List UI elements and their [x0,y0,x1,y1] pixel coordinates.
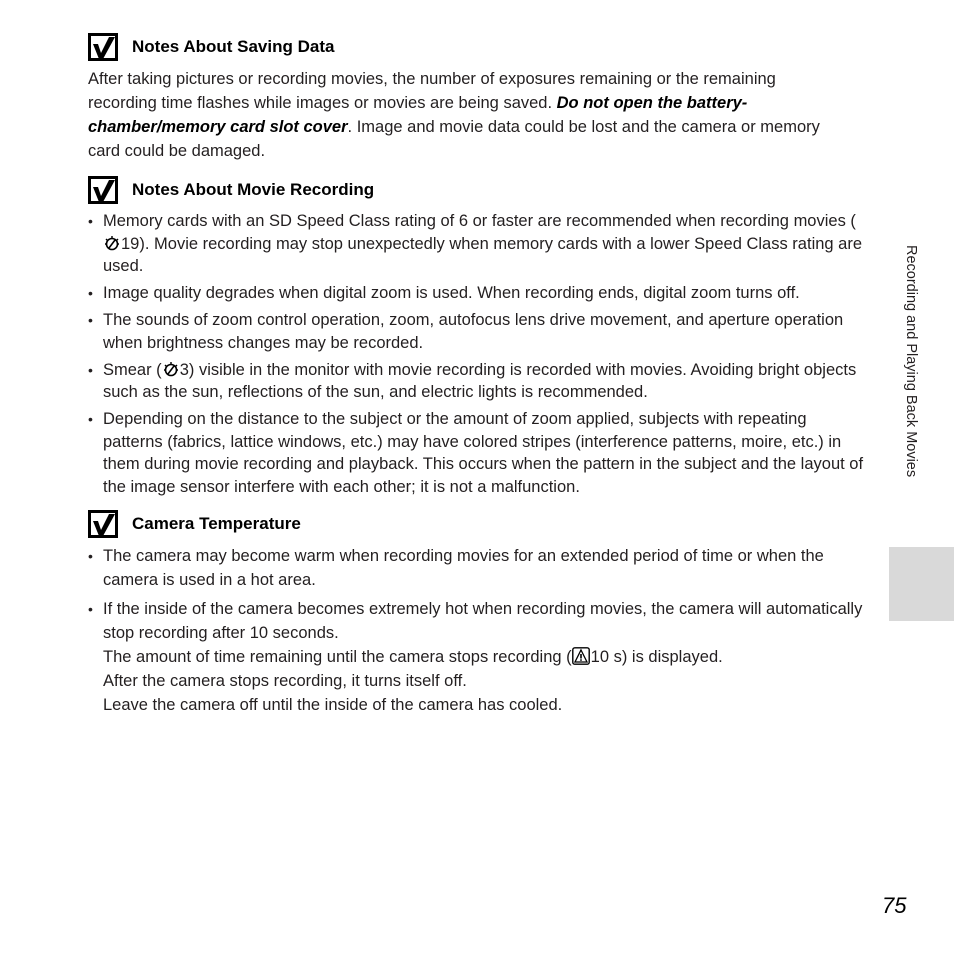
list-item: • Image quality degrades when digital zoom is used. When recording ends, digital zoom turns off. [88,284,800,302]
temperature-warning-icon [572,647,590,665]
list-item: • Depending on the distance to the subject or the amount of zoom applied, subjects with repeating patterns (fabrics, lattice windows, etc.) may have colored stripes (interference patterns, moire, etc.) in them during movie recording and playback. This occurs when the pattern in the subject and the layout of the image sensor interfere with each other; it is not a malfunction. [88,410,864,496]
section-title-movie: Notes About Movie Recording [132,180,375,199]
reference-icon [104,235,120,251]
list-item: • The sounds of zoom control operation, zoom, autofocus lens drive movement, and aperture operation when brightness changes may be recorded. [88,311,844,352]
check-note-icon [88,176,118,204]
side-tab [889,547,954,621]
page-number: 75 [882,893,907,918]
section-title-temperature: Camera Temperature [132,514,301,533]
check-note-icon [88,33,118,61]
side-tab-label: Recording and Playing Back Movies [903,245,919,478]
check-note-icon [88,510,118,538]
section-title-saving: Notes About Saving Data [132,37,335,56]
list-item: • If the inside of the camera becomes extremely hot when recording movies, the camera will automatically stop recording after 10 seconds. The amount of time remaining until the camera stops recording ( 10 s) is displayed. After the camera stops recording, it turns itself off. Leave the camera off until the inside of the camera has cooled. [88,599,863,714]
reference-icon [163,361,179,377]
section-header-temperature [88,510,301,538]
temperature-notes-list [88,544,866,721]
section-header-movie [88,176,374,204]
movie-notes-list [88,210,866,503]
section-header-saving [88,33,334,61]
saving-paragraph: After taking pictures or recording movies, the number of exposures remaining or the remaining recording time flashes while images or movies are being saved. Do not open the battery-chamber/memory card slot cover. Image and movie data could be lost and the camera or memory card could be damaged. [88,70,820,160]
saving-warning: Do not open the battery-chamber/memory card slot cover [88,94,748,136]
list-item: • The camera may become warm when recording movies for an extended period of time or when the camera is used in a hot area. [88,547,824,589]
list-item: • Memory cards with an SD Speed Class rating of 6 or faster are recommended when recording movies ( 19). Movie recording may stop unexpectedly when memory cards with a lower Speed Class rating are used. [88,212,863,275]
list-item: • Smear ( 3) visible in the monitor with movie recording is recorded with movies. Avoiding bright objects such as the sun, reflections of the sun, and electric lights is recommended. [88,360,857,401]
